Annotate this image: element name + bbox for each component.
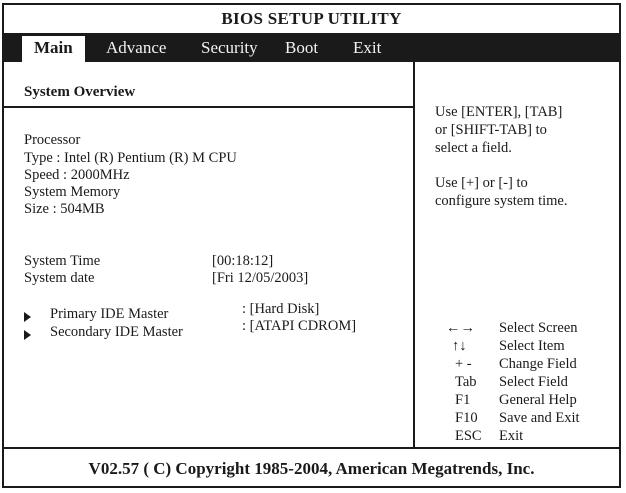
processor-speed: Speed : 2000MHz: [24, 167, 130, 183]
key-action-save-exit: Save and Exit: [499, 410, 580, 426]
help-line: Use [+] or [-] to: [435, 175, 528, 191]
secondary-ide-value: : [ATAPI CDROM]: [242, 318, 357, 334]
section-title: System Overview: [24, 84, 136, 100]
bios-window: [2, 3, 621, 488]
primary-ide-value: : [Hard Disk]: [242, 301, 320, 317]
help-line: select a field.: [435, 140, 512, 156]
key-f10: F10: [455, 410, 478, 426]
key-esc: ESC: [455, 428, 482, 444]
settings-pane: [4, 62, 415, 447]
key-f1: F1: [455, 392, 471, 408]
help-line: or [SHIFT-TAB] to: [435, 122, 547, 138]
help-pane: [415, 62, 619, 447]
menu-bar: [4, 33, 619, 62]
primary-ide-item[interactable]: Primary IDE Master: [50, 306, 169, 322]
submenu-arrow-icon: [24, 312, 31, 322]
system-time-label: System Time: [24, 253, 101, 269]
tab-boot[interactable]: Boot: [285, 38, 319, 57]
tab-main[interactable]: Main: [22, 36, 85, 62]
tab-advance[interactable]: Advance: [106, 38, 167, 57]
memory-size: Size : 504MB: [24, 201, 105, 217]
key-action-general-help: General Help: [499, 392, 577, 408]
window-title: BIOS SETUP UTILITY: [221, 9, 402, 28]
key-tab: Tab: [455, 374, 477, 390]
secondary-ide-item[interactable]: Secondary IDE Master: [50, 324, 183, 340]
tab-security[interactable]: Security: [201, 38, 258, 57]
copyright-footer: V02.57 ( C) Copyright 1985-2004, American Megatrends, Inc.: [4, 447, 619, 490]
submenu-arrow-icon: [24, 330, 31, 340]
system-date-label: System date: [24, 270, 95, 286]
up-down-arrows-icon: ↑↓: [452, 338, 467, 354]
system-time-field[interactable]: [00:18:12]: [212, 253, 274, 269]
processor-label: Processor: [24, 132, 81, 148]
key-action-change-field: Change Field: [499, 356, 577, 372]
key-action-select-field: Select Field: [499, 374, 568, 390]
key-plus-minus: + -: [455, 356, 472, 372]
help-line: Use [ENTER], [TAB]: [435, 104, 563, 120]
key-action-exit: Exit: [499, 428, 524, 444]
help-line: configure system time.: [435, 193, 568, 209]
system-date-field[interactable]: [Fri 12/05/2003]: [212, 270, 309, 286]
memory-label: System Memory: [24, 184, 121, 200]
left-right-arrows-icon: ←→: [446, 320, 475, 336]
key-action-select-item: Select Item: [499, 338, 565, 354]
section-divider: [4, 106, 413, 108]
key-action-select-screen: Select Screen: [499, 320, 578, 336]
tab-exit[interactable]: Exit: [353, 38, 382, 57]
processor-type: Type : Intel (R) Pentium (R) M CPU: [24, 150, 237, 166]
